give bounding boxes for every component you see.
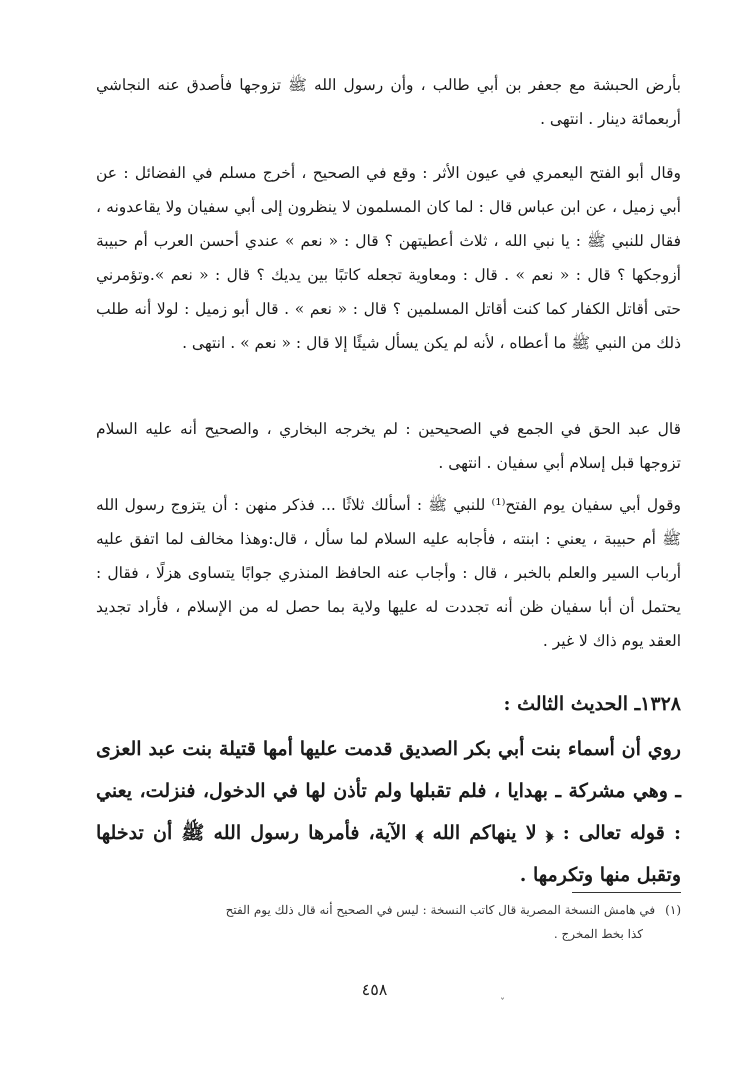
footnote-marker: (١) (665, 903, 681, 917)
paragraph-3: قال عبد الحق في الجمع في الصحيحين : لم يخرجه البخاري ، والصحيح أنه عليه السلام تزوجها قبل إسلام أبي سفيان . انتهى . (96, 420, 681, 472)
print-mark: ˇ (500, 998, 505, 1009)
hadith-text: روي أن أسماء بنت أبي بكر الصديق قدمت عليها أمها قتيلة بنت عبد العزى ـ وهي مشركة ـ بهدايا ، فلم تقبلها ولم تأذن لها في الدخول، فنزلت، يعني : قوله تعالى : ﴿ لا ينهاكم الله ﴾ الآية، فأمرها رسول الله ﷺ أن تدخلها وتقبل منها وتكرمها . (96, 738, 681, 886)
footnote-line-1: في هامش النسخة المصرية قال كاتب النسخة : ليس في الصحيح أنه قال ذلك يوم الفتح (225, 903, 656, 917)
page-number: ٤٥٨ (361, 980, 388, 999)
footnote-line-2: كذا بخط المخرج . (553, 927, 643, 941)
footnote-divider (572, 892, 681, 893)
hadith-heading: ١٣٢٨ـ الحديث الثالث : (503, 693, 681, 715)
paragraph-2: وقال أبو الفتح اليعمري في عيون الأثر : وقع في الصحيح ، أخرج مسلم في الفضائل : عن أبي زميل ، عن ابن عباس قال : لما كان المسلمون لا ينظرون إلى أبي سفيان ولا يقاعدونه ، فقال للنبي ﷺ : يا نبي الله ، ثلاث أعطيتهن ؟ قال : « نعم » عندي أحسن العرب أم حبيبة أزوجكها ؟ قال : « نعم » . قال : ومعاوية تجعله كاتبًا بين يديك ؟ قال : « نعم ».وتؤمرني حتى أقاتل الكفار كما كنت أقاتل المسلمين ؟ قال : « نعم » . قال أبو زميل : لولا أنه طلب ذلك من النبي ﷺ ما أعطاه ، لأنه لم يكن يسأل شيئًا إلا قال : « نعم » . انتهى . (96, 164, 681, 352)
footnote (96, 898, 681, 946)
paragraph-4: وقول أبي سفيان يوم الفتح⁽¹⁾ للنبي ﷺ : أسألك ثلاثًا ... فذكر منهن : أن يتزوج رسول الله ﷺ أم حبيبة ، يعني : ابنته ، فأجابه عليه السلام لما سأل ، قال:وهذا مخالف لما اتفق عليه أرباب السير والعلم بالخبر ، قال : وأجاب عنه الحافظ المنذري جوابًا يتساوى هزلًا ، فقال : يحتمل أن أبا سفيان ظن أنه تجددت له عليها ولاية بما حصل له من الإسلام ، فأراد تجديد العقد يوم ذاك لا غير . (96, 496, 681, 650)
paragraph-1: بأرض الحبشة مع جعفر بن أبي طالب ، وأن رسول الله ﷺ تزوجها فأصدق عنه النجاشي أربعمائة دينار . انتهى . (96, 76, 681, 128)
